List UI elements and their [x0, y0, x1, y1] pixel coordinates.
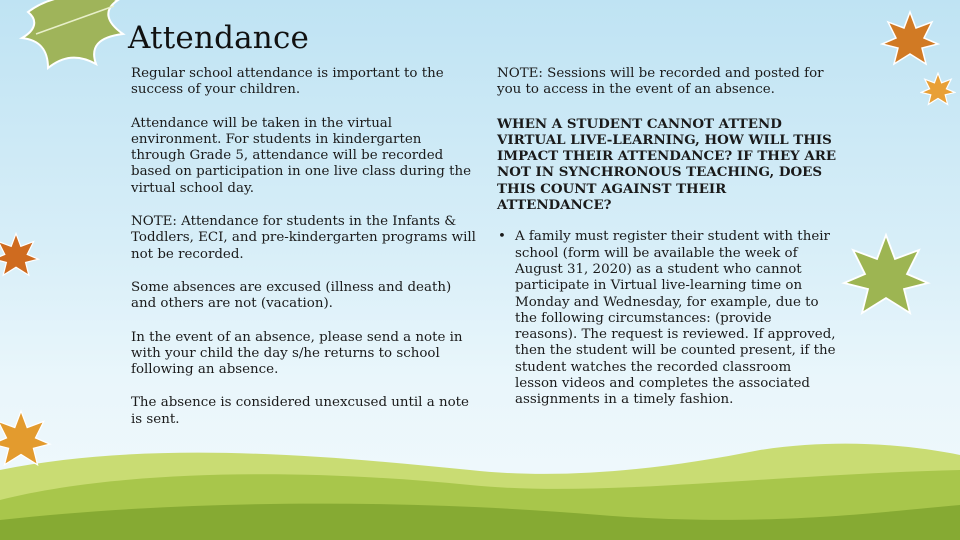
page-title: Attendance	[128, 20, 310, 56]
paragraph: Attendance will be taken in the virtual environment. For students in kindergarten through Grade 5, attendance will be recorded based on participation in one live class during the virtual school day.	[131, 115, 472, 196]
list-item: • A family must register their student with their school (form will be available the week of August 31, 2020) as a student who cannot participate in Virtual live-learning time on Monday and Wednesday, for example, due to the following circumstances: (provide reasons). The request is reviewed. If approved, then the student will be counted present, if the student watches the recorded classroom lesson videos and completes the associated assignments in a timely fashion.	[497, 229, 837, 408]
maple-leaf-icon	[0, 395, 52, 485]
bullet-list	[497, 229, 837, 408]
paragraph: Some absences are excused (illness and death) and others are not (vacation).	[131, 279, 452, 312]
question-heading: WHEN A STUDENT CANNOT ATTEND VIRTUAL LIVE-LEARNING, HOW WILL THIS IMPACT THEIR ATTENDANCE? IF THEY ARE NOT IN SYNCHRONOUS TEACHING, DOES THIS COUNT AGAINST THEIR ATTENDANCE?	[497, 115, 837, 214]
maple-leaf-icon	[840, 232, 932, 322]
maple-leaf-icon	[920, 72, 956, 108]
paragraph: In the event of an absence, please send a note in with your child the day s/he returns to school following an absence.	[131, 329, 463, 378]
paragraph: The absence is considered unexcused until a note is sent.	[131, 395, 469, 427]
paragraph: NOTE: Attendance for students in the Infants & Toddlers, ECI, and pre-kindergarten programs will not be recorded.	[131, 214, 476, 262]
maple-leaf-icon	[880, 10, 940, 70]
left-column	[131, 66, 476, 445]
maple-leaf-icon	[18, 0, 128, 70]
paragraph: Regular school attendance is important to the success of your children.	[131, 66, 444, 98]
maple-leaf-icon	[0, 225, 40, 287]
recording-note: NOTE: Sessions will be recorded and posted for you to access in the event of an absence.	[497, 66, 824, 98]
right-column	[497, 66, 837, 409]
